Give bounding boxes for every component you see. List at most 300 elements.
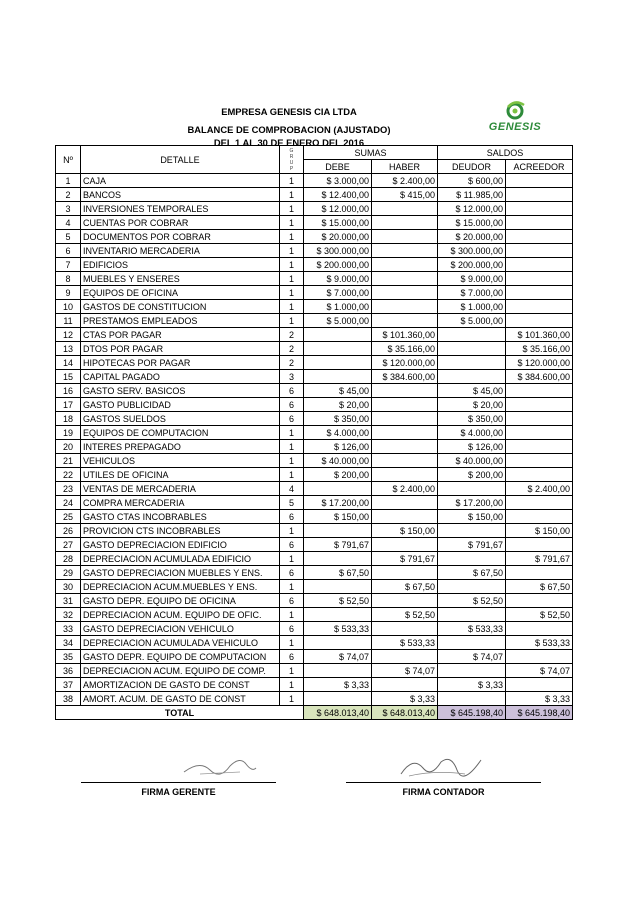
- row-grupo: 1: [280, 664, 304, 678]
- row-grupo: 1: [280, 608, 304, 622]
- row-acreedor: $ 384.600,00: [506, 370, 573, 384]
- row-acreedor: $ 101.360,00: [506, 328, 573, 342]
- row-debe: $ 74,07: [304, 650, 372, 664]
- row-acreedor: [506, 188, 573, 202]
- row-debe: [304, 356, 372, 370]
- col-header-deudor: DEUDOR: [438, 160, 506, 174]
- signature-contador: FIRMA CONTADOR: [346, 782, 541, 797]
- table-row: [56, 314, 573, 328]
- table-row: [56, 202, 573, 216]
- table-row: [56, 384, 573, 398]
- row-acreedor: [506, 426, 573, 440]
- row-detalle: CUENTAS POR COBRAR: [81, 216, 280, 230]
- row-acreedor: [506, 650, 573, 664]
- row-acreedor: [506, 230, 573, 244]
- row-detalle: GASTO DEPR. EQUIPO DE OFICINA: [81, 594, 280, 608]
- row-haber: [372, 622, 438, 636]
- row-acreedor: [506, 258, 573, 272]
- row-detalle: PROVICION CTS INCOBRABLES: [81, 524, 280, 538]
- row-detalle: GASTO SERV. BASICOS: [81, 384, 280, 398]
- row-acreedor: [506, 398, 573, 412]
- row-detalle: DTOS POR PAGAR: [81, 342, 280, 356]
- signature-gerente: FIRMA GERENTE: [81, 782, 276, 797]
- row-acreedor: [506, 454, 573, 468]
- row-debe: $ 20,00: [304, 398, 372, 412]
- row-debe: [304, 580, 372, 594]
- row-debe: $ 4.000,00: [304, 426, 372, 440]
- row-haber: [372, 412, 438, 426]
- row-haber: [372, 496, 438, 510]
- row-number: 4: [56, 216, 81, 230]
- row-acreedor: [506, 272, 573, 286]
- row-acreedor: [506, 286, 573, 300]
- row-grupo: 5: [280, 496, 304, 510]
- row-number: 33: [56, 622, 81, 636]
- row-deudor: $ 74,07: [438, 650, 506, 664]
- row-detalle: INTERES PREPAGADO: [81, 440, 280, 454]
- row-debe: [304, 328, 372, 342]
- row-grupo: 1: [280, 230, 304, 244]
- table-row: [56, 664, 573, 678]
- row-haber: $ 120.000,00: [372, 356, 438, 370]
- row-haber: $ 533,33: [372, 636, 438, 650]
- row-haber: [372, 314, 438, 328]
- row-deudor: $ 12.000,00: [438, 202, 506, 216]
- row-grupo: 1: [280, 440, 304, 454]
- row-debe: $ 350,00: [304, 412, 372, 426]
- row-detalle: BANCOS: [81, 188, 280, 202]
- row-detalle: GASTO DEPR. EQUIPO DE COMPUTACION: [81, 650, 280, 664]
- col-header-grupo: [280, 146, 304, 174]
- row-detalle: HIPOTECAS POR PAGAR: [81, 356, 280, 370]
- row-deudor: $ 67,50: [438, 566, 506, 580]
- row-number: 12: [56, 328, 81, 342]
- row-detalle: DEPRECIACION ACUMULADA VEHICULO: [81, 636, 280, 650]
- row-detalle: EDIFICIOS: [81, 258, 280, 272]
- row-deudor: $ 11.985,00: [438, 188, 506, 202]
- row-number: 10: [56, 300, 81, 314]
- row-number: 24: [56, 496, 81, 510]
- col-header-haber: HABER: [372, 160, 438, 174]
- row-haber: $ 415,00: [372, 188, 438, 202]
- row-detalle: AMORT. ACUM. DE GASTO DE CONST: [81, 692, 280, 706]
- row-debe: $ 67,50: [304, 566, 372, 580]
- row-acreedor: [506, 216, 573, 230]
- row-haber: $ 150,00: [372, 524, 438, 538]
- row-grupo: 1: [280, 524, 304, 538]
- table-row: [56, 398, 573, 412]
- row-grupo: 1: [280, 580, 304, 594]
- row-detalle: MUEBLES Y ENSERES: [81, 272, 280, 286]
- row-debe: $ 45,00: [304, 384, 372, 398]
- row-debe: $ 150,00: [304, 510, 372, 524]
- row-debe: $ 15.000,00: [304, 216, 372, 230]
- row-grupo: 6: [280, 594, 304, 608]
- genesis-logo: [480, 99, 550, 139]
- row-deudor: [438, 664, 506, 678]
- row-deudor: [438, 482, 506, 496]
- trial-balance-table: [55, 145, 573, 720]
- row-debe: $ 20.000,00: [304, 230, 372, 244]
- row-debe: $ 1.000,00: [304, 300, 372, 314]
- table-row: [56, 692, 573, 706]
- row-acreedor: [506, 594, 573, 608]
- row-detalle: DEPRECIACION ACUMULADA EDIFICIO: [81, 552, 280, 566]
- table-row: [56, 286, 573, 300]
- row-grupo: 1: [280, 426, 304, 440]
- row-deudor: $ 200,00: [438, 468, 506, 482]
- row-number: 36: [56, 664, 81, 678]
- row-number: 37: [56, 678, 81, 692]
- row-haber: $ 384.600,00: [372, 370, 438, 384]
- row-haber: $ 2.400,00: [372, 174, 438, 188]
- row-debe: [304, 692, 372, 706]
- row-debe: $ 17.200,00: [304, 496, 372, 510]
- company-name: EMPRESA GENESIS CIA LTDA: [221, 106, 357, 117]
- row-deudor: $ 15.000,00: [438, 216, 506, 230]
- row-deudor: $ 350,00: [438, 412, 506, 426]
- col-header-saldos: SALDOS: [438, 146, 573, 160]
- row-number: 8: [56, 272, 81, 286]
- row-number: 23: [56, 482, 81, 496]
- col-header-debe: DEBE: [304, 160, 372, 174]
- row-haber: [372, 650, 438, 664]
- row-haber: $ 3,33: [372, 692, 438, 706]
- gerente-signature: [180, 752, 260, 780]
- row-number: 27: [56, 538, 81, 552]
- row-acreedor: $ 74,07: [506, 664, 573, 678]
- logo-text: GENESIS: [488, 121, 542, 133]
- row-detalle: GASTOS DE CONSTITUCION: [81, 300, 280, 314]
- row-grupo: 1: [280, 692, 304, 706]
- row-grupo: 2: [280, 356, 304, 370]
- row-haber: $ 2.400,00: [372, 482, 438, 496]
- row-detalle: AMORTIZACION DE GASTO DE CONST: [81, 678, 280, 692]
- row-haber: [372, 230, 438, 244]
- table-row: [56, 188, 573, 202]
- row-debe: [304, 608, 372, 622]
- row-acreedor: $ 150,00: [506, 524, 573, 538]
- row-number: 20: [56, 440, 81, 454]
- row-grupo: 6: [280, 622, 304, 636]
- row-acreedor: [506, 384, 573, 398]
- row-acreedor: [506, 678, 573, 692]
- row-number: 16: [56, 384, 81, 398]
- table-row: [56, 342, 573, 356]
- row-acreedor: $ 67,50: [506, 580, 573, 594]
- table-row: [56, 566, 573, 580]
- row-haber: [372, 398, 438, 412]
- row-haber: $ 101.360,00: [372, 328, 438, 342]
- total-haber: $ 648.013,40: [372, 706, 438, 720]
- total-debe: $ 648.013,40: [304, 706, 372, 720]
- row-acreedor: [506, 202, 573, 216]
- total-acreedor: $ 645.198,40: [506, 706, 573, 720]
- row-deudor: [438, 524, 506, 538]
- row-acreedor: [506, 566, 573, 580]
- row-detalle: PRESTAMOS EMPLEADOS: [81, 314, 280, 328]
- row-deudor: $ 20,00: [438, 398, 506, 412]
- row-deudor: $ 600,00: [438, 174, 506, 188]
- row-number: 26: [56, 524, 81, 538]
- row-acreedor: $ 52,50: [506, 608, 573, 622]
- row-haber: [372, 454, 438, 468]
- report-title: BALANCE DE COMPROBACION (AJUSTADO): [187, 124, 391, 135]
- row-haber: [372, 244, 438, 258]
- row-haber: [372, 594, 438, 608]
- row-number: 32: [56, 608, 81, 622]
- row-haber: $ 67,50: [372, 580, 438, 594]
- row-debe: [304, 482, 372, 496]
- row-detalle: CAPITAL PAGADO: [81, 370, 280, 384]
- row-debe: $ 12.000,00: [304, 202, 372, 216]
- table-row: [56, 538, 573, 552]
- row-haber: $ 791,67: [372, 552, 438, 566]
- contador-signature: [395, 752, 485, 782]
- table-row: [56, 650, 573, 664]
- row-deudor: [438, 342, 506, 356]
- row-deudor: $ 52,50: [438, 594, 506, 608]
- row-acreedor: $ 35.166,00: [506, 342, 573, 356]
- total-row: [56, 706, 573, 720]
- row-grupo: 1: [280, 244, 304, 258]
- row-haber: [372, 216, 438, 230]
- row-detalle: DOCUMENTOS POR COBRAR: [81, 230, 280, 244]
- row-acreedor: $ 533,33: [506, 636, 573, 650]
- table-row: [56, 678, 573, 692]
- table-row: [56, 510, 573, 524]
- row-acreedor: $ 3,33: [506, 692, 573, 706]
- row-acreedor: [506, 412, 573, 426]
- row-acreedor: [506, 300, 573, 314]
- row-debe: $ 7.000,00: [304, 286, 372, 300]
- row-grupo: 6: [280, 398, 304, 412]
- row-debe: [304, 552, 372, 566]
- table-row: [56, 216, 573, 230]
- row-grupo: 6: [280, 384, 304, 398]
- row-deudor: $ 9.000,00: [438, 272, 506, 286]
- row-deudor: [438, 356, 506, 370]
- table-row: [56, 622, 573, 636]
- row-debe: [304, 370, 372, 384]
- row-debe: $ 12.400,00: [304, 188, 372, 202]
- row-number: 11: [56, 314, 81, 328]
- row-detalle: INVENTARIO MERCADERIA: [81, 244, 280, 258]
- row-deudor: $ 126,00: [438, 440, 506, 454]
- row-debe: $ 791,67: [304, 538, 372, 552]
- row-haber: [372, 426, 438, 440]
- row-number: 13: [56, 342, 81, 356]
- row-debe: [304, 636, 372, 650]
- row-deudor: [438, 552, 506, 566]
- row-grupo: 6: [280, 566, 304, 580]
- row-number: 29: [56, 566, 81, 580]
- table-row: [56, 300, 573, 314]
- row-debe: $ 52,50: [304, 594, 372, 608]
- row-haber: [372, 258, 438, 272]
- row-deudor: $ 791,67: [438, 538, 506, 552]
- row-number: 19: [56, 426, 81, 440]
- row-haber: [372, 538, 438, 552]
- row-number: 31: [56, 594, 81, 608]
- row-number: 14: [56, 356, 81, 370]
- row-deudor: $ 5.000,00: [438, 314, 506, 328]
- row-debe: $ 3,33: [304, 678, 372, 692]
- table-row: [56, 454, 573, 468]
- table-row: [56, 524, 573, 538]
- row-debe: $ 9.000,00: [304, 272, 372, 286]
- table-row: [56, 496, 573, 510]
- row-acreedor: [506, 622, 573, 636]
- col-header-acreedor: ACREEDOR: [506, 160, 573, 174]
- row-detalle: DEPRECIACION ACUM.MUEBLES Y ENS.: [81, 580, 280, 594]
- row-grupo: 3: [280, 370, 304, 384]
- row-grupo: 1: [280, 202, 304, 216]
- col-header-sumas: SUMAS: [304, 146, 438, 160]
- table-row: [56, 440, 573, 454]
- row-acreedor: $ 2.400,00: [506, 482, 573, 496]
- row-number: 2: [56, 188, 81, 202]
- row-haber: [372, 202, 438, 216]
- row-detalle: VEHICULOS: [81, 454, 280, 468]
- row-debe: [304, 524, 372, 538]
- row-number: 38: [56, 692, 81, 706]
- row-detalle: UTILES DE OFICINA: [81, 468, 280, 482]
- row-deudor: $ 17.200,00: [438, 496, 506, 510]
- table-row: [56, 636, 573, 650]
- row-number: 18: [56, 412, 81, 426]
- row-debe: $ 126,00: [304, 440, 372, 454]
- row-detalle: GASTO DEPRECIACION VEHICULO: [81, 622, 280, 636]
- row-grupo: 1: [280, 258, 304, 272]
- row-deudor: [438, 692, 506, 706]
- row-grupo: 1: [280, 174, 304, 188]
- row-deudor: [438, 370, 506, 384]
- row-detalle: GASTOS SUELDOS: [81, 412, 280, 426]
- row-haber: $ 74,07: [372, 664, 438, 678]
- row-grupo: 1: [280, 286, 304, 300]
- row-debe: [304, 664, 372, 678]
- row-number: 7: [56, 258, 81, 272]
- row-haber: $ 35.166,00: [372, 342, 438, 356]
- row-acreedor: [506, 174, 573, 188]
- row-deudor: $ 1.000,00: [438, 300, 506, 314]
- row-deudor: $ 7.000,00: [438, 286, 506, 300]
- row-detalle: CAJA: [81, 174, 280, 188]
- row-deudor: $ 200.000,00: [438, 258, 506, 272]
- row-number: 25: [56, 510, 81, 524]
- row-debe: $ 533,33: [304, 622, 372, 636]
- row-debe: $ 40.000,00: [304, 454, 372, 468]
- row-haber: [372, 510, 438, 524]
- row-number: 17: [56, 398, 81, 412]
- row-grupo: 1: [280, 636, 304, 650]
- row-number: 28: [56, 552, 81, 566]
- table-row: [56, 230, 573, 244]
- row-debe: [304, 342, 372, 356]
- total-label: TOTAL: [56, 706, 304, 720]
- row-grupo: 1: [280, 454, 304, 468]
- row-haber: [372, 566, 438, 580]
- row-grupo: 1: [280, 468, 304, 482]
- row-debe: $ 200.000,00: [304, 258, 372, 272]
- row-grupo: 1: [280, 678, 304, 692]
- table-row: [56, 426, 573, 440]
- row-number: 9: [56, 286, 81, 300]
- row-acreedor: [506, 468, 573, 482]
- row-grupo: 1: [280, 300, 304, 314]
- row-grupo: 6: [280, 412, 304, 426]
- row-debe: $ 300.000,00: [304, 244, 372, 258]
- table-row: [56, 468, 573, 482]
- col-header-detalle: DETALLE: [81, 146, 280, 174]
- row-acreedor: [506, 314, 573, 328]
- row-grupo: 1: [280, 552, 304, 566]
- row-acreedor: [506, 510, 573, 524]
- table-row: [56, 244, 573, 258]
- table-row: [56, 552, 573, 566]
- table-row: [56, 412, 573, 426]
- row-number: 1: [56, 174, 81, 188]
- report-period: DEL 1 AL 30 DE ENERO DEL 2016: [213, 137, 365, 148]
- row-grupo: 1: [280, 272, 304, 286]
- row-deudor: $ 20.000,00: [438, 230, 506, 244]
- row-haber: [372, 272, 438, 286]
- row-deudor: $ 533,33: [438, 622, 506, 636]
- row-grupo: 1: [280, 188, 304, 202]
- row-acreedor: [506, 440, 573, 454]
- grupo-vertical-label: G R U P: [289, 147, 294, 172]
- row-acreedor: [506, 538, 573, 552]
- row-deudor: [438, 328, 506, 342]
- row-detalle: GASTO CTAS INCOBRABLES: [81, 510, 280, 524]
- col-header-n: Nº: [56, 146, 81, 174]
- row-number: 15: [56, 370, 81, 384]
- table-row: [56, 174, 573, 188]
- row-deudor: $ 4.000,00: [438, 426, 506, 440]
- row-deudor: $ 150,00: [438, 510, 506, 524]
- row-number: 5: [56, 230, 81, 244]
- row-detalle: VENTAS DE MERCADERIA: [81, 482, 280, 496]
- row-detalle: DEPRECIACION ACUM. EQUIPO DE OFIC.: [81, 608, 280, 622]
- row-number: 34: [56, 636, 81, 650]
- table-row: [56, 608, 573, 622]
- table-row: [56, 272, 573, 286]
- table-row: [56, 594, 573, 608]
- row-grupo: 6: [280, 510, 304, 524]
- row-detalle: INVERSIONES TEMPORALES: [81, 202, 280, 216]
- row-haber: [372, 384, 438, 398]
- row-debe: $ 200,00: [304, 468, 372, 482]
- row-acreedor: [506, 244, 573, 258]
- table-row: [56, 482, 573, 496]
- row-acreedor: $ 791,67: [506, 552, 573, 566]
- row-number: 22: [56, 468, 81, 482]
- row-grupo: 2: [280, 342, 304, 356]
- row-deudor: [438, 636, 506, 650]
- row-detalle: GASTO DEPRECIACION MUEBLES Y ENS.: [81, 566, 280, 580]
- row-deudor: [438, 608, 506, 622]
- row-grupo: 2: [280, 328, 304, 342]
- table-row: [56, 356, 573, 370]
- row-grupo: 1: [280, 314, 304, 328]
- row-number: 30: [56, 580, 81, 594]
- row-haber: [372, 440, 438, 454]
- row-grupo: 4: [280, 482, 304, 496]
- row-detalle: GASTO DEPRECIACION EDIFICIO: [81, 538, 280, 552]
- table-row: [56, 258, 573, 272]
- row-deudor: $ 45,00: [438, 384, 506, 398]
